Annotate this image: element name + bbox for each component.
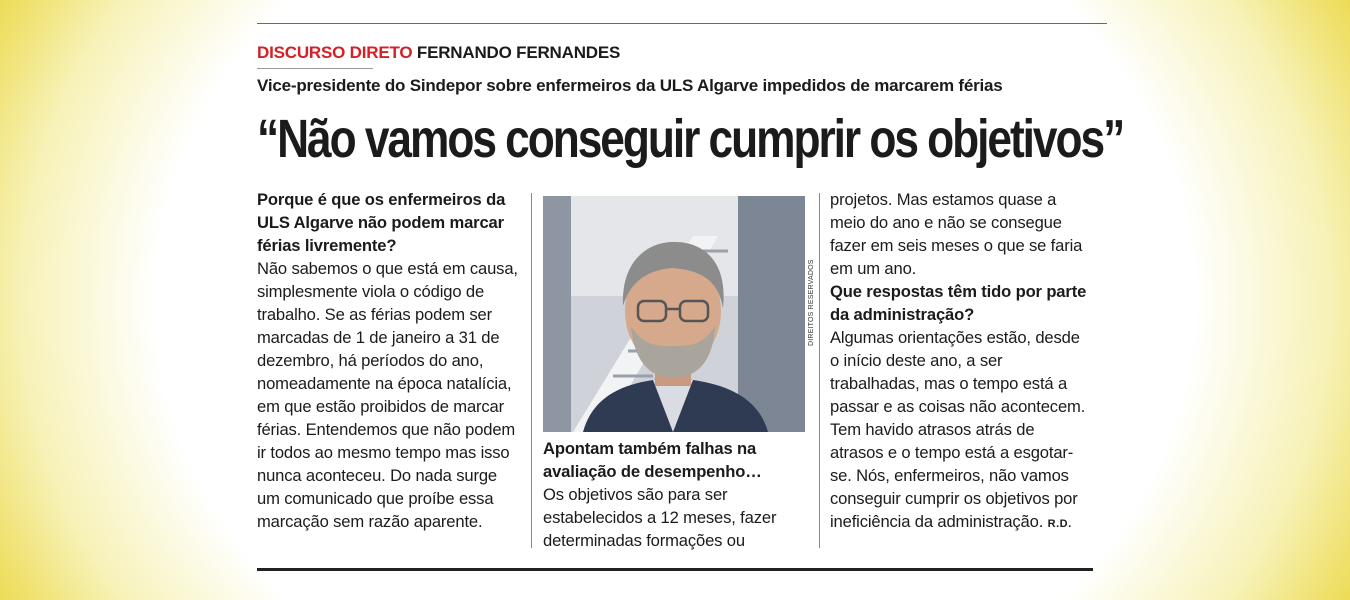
answer-2-continuation: projetos. Mas estamos quase a meio do ano e não se consegue fazer em seis meses o que se faria em um ano. (830, 190, 1083, 278)
column-divider (531, 193, 532, 548)
subtitle: Vice-presidente do Sindepor sobre enfermeiros da ULS Algarve impedidos de marcarem férias (257, 76, 1003, 95)
answer-2: Os objetivos são para ser estabelecidos a 12 meses, fazer determinadas formações ou (543, 485, 777, 550)
interviewee-name: FERNANDO FERNANDES (416, 43, 621, 62)
top-rule (257, 23, 1107, 24)
photo-credit: DIREITOS RESERVADOS (808, 259, 815, 346)
author-signature: R.D. (1047, 518, 1072, 530)
question-1: Porque é que os enfermeiros da ULS Algarve não podem marcar férias livremente? (257, 190, 506, 255)
column-1 (257, 188, 522, 533)
answer-1: Não sabemos o que está em causa, simplesmente viola o código de trabalho. Se as férias podem ser marcadas de 1 de janeiro a 31 de dezembro, há períodos do ano, nomeadamente na época natalícia, em que estão proibidos de marcar férias. Entendemos que não podem ir todos ao mesmo tempo mas isso nunca aconteceu. Do nada surge um comunicado que proíbe essa marcação sem razão aparente. (257, 259, 518, 531)
column-2 (543, 437, 805, 552)
column-divider (819, 193, 820, 548)
section-label: DISCURSO DIRETO (257, 43, 413, 62)
question-3: Que respostas têm tido por parte da administração? (830, 282, 1087, 324)
headline: “Não vamos conseguir cumprir os objetivos” (257, 109, 1124, 169)
column-3 (830, 188, 1092, 536)
kicker-underline (257, 68, 373, 69)
answer-3: Algumas orientações estão, desde o início deste ano, a ser trabalhadas, mas o tempo está a passar e as coisas não acontecem. Tem havido atrasos atrás de atrasos e o tempo está a esgotar-se. Nós, enfermeiros, não vamos conseguir cumprir os objetivos por ineficiência da administração. (830, 328, 1086, 531)
interviewee-photo (543, 196, 805, 432)
bottom-rule (257, 568, 1093, 571)
question-2: Apontam também falhas na avaliação de desempenho… (543, 439, 762, 481)
kicker (257, 43, 620, 63)
answer-3-wrap (830, 326, 1092, 536)
portrait-image (543, 196, 805, 432)
